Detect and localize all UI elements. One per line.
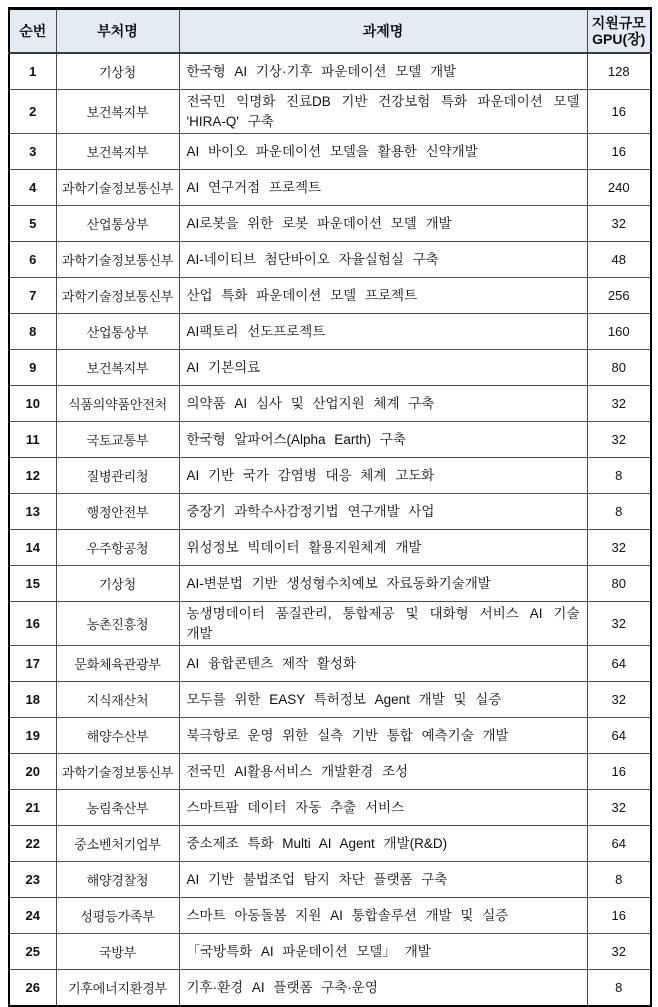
cell-dept: 기후에너지환경부 xyxy=(56,970,179,1007)
cell-task: AI 기반 국가 감염병 대응 체계 고도화 xyxy=(179,458,587,494)
header-row xyxy=(9,9,651,54)
cell-dept: 보건복지부 xyxy=(56,134,179,170)
cell-no: 7 xyxy=(9,278,56,314)
cell-no: 14 xyxy=(9,530,56,566)
cell-no: 24 xyxy=(9,898,56,934)
cell-no: 17 xyxy=(9,646,56,682)
cell-gpu: 160 xyxy=(587,314,651,350)
cell-gpu: 32 xyxy=(587,602,651,646)
cell-dept: 기상청 xyxy=(56,566,179,602)
cell-no: 3 xyxy=(9,134,56,170)
table-row xyxy=(9,898,651,934)
table-body xyxy=(9,53,651,1006)
cell-gpu: 16 xyxy=(587,90,651,134)
cell-no: 20 xyxy=(9,754,56,790)
table-row xyxy=(9,862,651,898)
col-header-gpu-line1: 지원규모 xyxy=(591,14,646,31)
table-row xyxy=(9,718,651,754)
cell-dept: 과학기술정보통신부 xyxy=(56,242,179,278)
table-row xyxy=(9,826,651,862)
project-table xyxy=(8,7,652,1007)
cell-no: 23 xyxy=(9,862,56,898)
cell-task: 위성정보 빅데이터 활용지원체계 개발 xyxy=(179,530,587,566)
cell-no: 6 xyxy=(9,242,56,278)
cell-no: 25 xyxy=(9,934,56,970)
cell-task: AI 융합콘텐츠 제작 활성화 xyxy=(179,646,587,682)
table-row xyxy=(9,790,651,826)
cell-dept: 질병관리청 xyxy=(56,458,179,494)
cell-gpu: 32 xyxy=(587,422,651,458)
col-header-dept: 부처명 xyxy=(56,9,179,54)
table-row xyxy=(9,754,651,790)
cell-gpu: 80 xyxy=(587,566,651,602)
table-row xyxy=(9,934,651,970)
cell-no: 26 xyxy=(9,970,56,1007)
cell-no: 19 xyxy=(9,718,56,754)
cell-dept: 해양수산부 xyxy=(56,718,179,754)
table-row xyxy=(9,422,651,458)
cell-dept: 중소벤처기업부 xyxy=(56,826,179,862)
cell-task: 중소제조 특화 Multi AI Agent 개발(R&D) xyxy=(179,826,587,862)
cell-gpu: 32 xyxy=(587,790,651,826)
cell-no: 5 xyxy=(9,206,56,242)
cell-task: 한국형 알파어스(Alpha Earth) 구축 xyxy=(179,422,587,458)
cell-no: 18 xyxy=(9,682,56,718)
cell-no: 12 xyxy=(9,458,56,494)
table-row xyxy=(9,566,651,602)
col-header-no: 순번 xyxy=(9,9,56,54)
cell-gpu: 128 xyxy=(587,53,651,90)
cell-gpu: 32 xyxy=(587,206,651,242)
cell-task: 「국방특화 AI 파운데이션 모델」 개발 xyxy=(179,934,587,970)
cell-task: 농생명데이터 품질관리, 통합제공 및 대화형 서비스 AI 기술 개발 xyxy=(179,602,587,646)
cell-gpu: 32 xyxy=(587,530,651,566)
table-row xyxy=(9,314,651,350)
cell-task: 전국민 익명화 진료DB 기반 건강보험 특화 파운데이션 모델 'HIRA-Q' 구축 xyxy=(179,90,587,134)
table-row xyxy=(9,386,651,422)
cell-dept: 보건복지부 xyxy=(56,350,179,386)
col-header-gpu-line2: GPU(장) xyxy=(592,31,646,47)
table-row xyxy=(9,682,651,718)
cell-gpu: 8 xyxy=(587,862,651,898)
cell-dept: 문화체육관광부 xyxy=(56,646,179,682)
cell-dept: 국토교통부 xyxy=(56,422,179,458)
cell-task: 기후·환경 AI 플랫폼 구축·운영 xyxy=(179,970,587,1007)
cell-gpu: 16 xyxy=(587,898,651,934)
cell-no: 21 xyxy=(9,790,56,826)
table-row xyxy=(9,170,651,206)
cell-task: AI팩토리 선도프로젝트 xyxy=(179,314,587,350)
cell-task: AI 연구거점 프로젝트 xyxy=(179,170,587,206)
table-header xyxy=(9,9,651,54)
cell-gpu: 80 xyxy=(587,350,651,386)
cell-gpu: 8 xyxy=(587,458,651,494)
cell-dept: 산업통상부 xyxy=(56,206,179,242)
col-header-gpu xyxy=(587,9,651,54)
table-row xyxy=(9,646,651,682)
cell-dept: 성평등가족부 xyxy=(56,898,179,934)
cell-gpu: 16 xyxy=(587,754,651,790)
cell-gpu: 64 xyxy=(587,826,651,862)
cell-task: 전국민 AI활용서비스 개발환경 조성 xyxy=(179,754,587,790)
table-row xyxy=(9,350,651,386)
table-row xyxy=(9,134,651,170)
cell-dept: 과학기술정보통신부 xyxy=(56,754,179,790)
cell-dept: 지식재산처 xyxy=(56,682,179,718)
cell-dept: 보건복지부 xyxy=(56,90,179,134)
cell-no: 2 xyxy=(9,90,56,134)
cell-task: 한국형 AI 기상·기후 파운데이션 모델 개발 xyxy=(179,53,587,90)
cell-task: AI 기본의료 xyxy=(179,350,587,386)
cell-gpu: 16 xyxy=(587,134,651,170)
cell-dept: 행정안전부 xyxy=(56,494,179,530)
cell-no: 8 xyxy=(9,314,56,350)
cell-task: 의약품 AI 심사 및 산업지원 체계 구축 xyxy=(179,386,587,422)
cell-task: 스마트 아동돌봄 지원 AI 통합솔루션 개발 및 실증 xyxy=(179,898,587,934)
cell-no: 15 xyxy=(9,566,56,602)
cell-dept: 과학기술정보통신부 xyxy=(56,278,179,314)
cell-no: 16 xyxy=(9,602,56,646)
cell-dept: 기상청 xyxy=(56,53,179,90)
cell-task: 모두를 위한 EASY 특허정보 Agent 개발 및 실증 xyxy=(179,682,587,718)
cell-no: 13 xyxy=(9,494,56,530)
cell-no: 9 xyxy=(9,350,56,386)
cell-task: AI-네이티브 첨단바이오 자율실험실 구축 xyxy=(179,242,587,278)
cell-task: 북극항로 운영 위한 실측 기반 통합 예측기술 개발 xyxy=(179,718,587,754)
table-row xyxy=(9,530,651,566)
cell-no: 10 xyxy=(9,386,56,422)
cell-gpu: 32 xyxy=(587,934,651,970)
cell-task: AI로봇을 위한 로봇 파운데이션 모델 개발 xyxy=(179,206,587,242)
cell-dept: 산업통상부 xyxy=(56,314,179,350)
table-row xyxy=(9,494,651,530)
cell-gpu: 32 xyxy=(587,386,651,422)
cell-no: 4 xyxy=(9,170,56,206)
cell-gpu: 64 xyxy=(587,718,651,754)
table-row xyxy=(9,458,651,494)
cell-gpu: 48 xyxy=(587,242,651,278)
table-row xyxy=(9,602,651,646)
table-row xyxy=(9,242,651,278)
cell-dept: 해양경찰청 xyxy=(56,862,179,898)
cell-dept: 우주항공청 xyxy=(56,530,179,566)
cell-dept: 과학기술정보통신부 xyxy=(56,170,179,206)
table-row xyxy=(9,206,651,242)
cell-dept: 농림축산부 xyxy=(56,790,179,826)
table-row xyxy=(9,278,651,314)
cell-dept: 식품의약품안전처 xyxy=(56,386,179,422)
cell-task: AI 기반 불법조업 탐지 차단 플랫폼 구축 xyxy=(179,862,587,898)
cell-gpu: 8 xyxy=(587,494,651,530)
cell-gpu: 8 xyxy=(587,970,651,1007)
cell-task: 중장기 과학수사감정기법 연구개발 사업 xyxy=(179,494,587,530)
cell-task: 산업 특화 파운데이션 모델 프로젝트 xyxy=(179,278,587,314)
table-row xyxy=(9,53,651,90)
col-header-task: 과제명 xyxy=(179,9,587,54)
table-row xyxy=(9,90,651,134)
cell-dept: 농촌진흥청 xyxy=(56,602,179,646)
cell-no: 11 xyxy=(9,422,56,458)
cell-gpu: 256 xyxy=(587,278,651,314)
cell-no: 22 xyxy=(9,826,56,862)
table-row xyxy=(9,970,651,1007)
cell-gpu: 32 xyxy=(587,682,651,718)
cell-gpu: 64 xyxy=(587,646,651,682)
cell-task: AI-변분법 기반 생성형수치예보 자료동화기술개발 xyxy=(179,566,587,602)
cell-task: 스마트팜 데이터 자동 추출 서비스 xyxy=(179,790,587,826)
cell-dept: 국방부 xyxy=(56,934,179,970)
cell-task: AI 바이오 파운데이션 모델을 활용한 신약개발 xyxy=(179,134,587,170)
cell-no: 1 xyxy=(9,53,56,90)
cell-gpu: 240 xyxy=(587,170,651,206)
